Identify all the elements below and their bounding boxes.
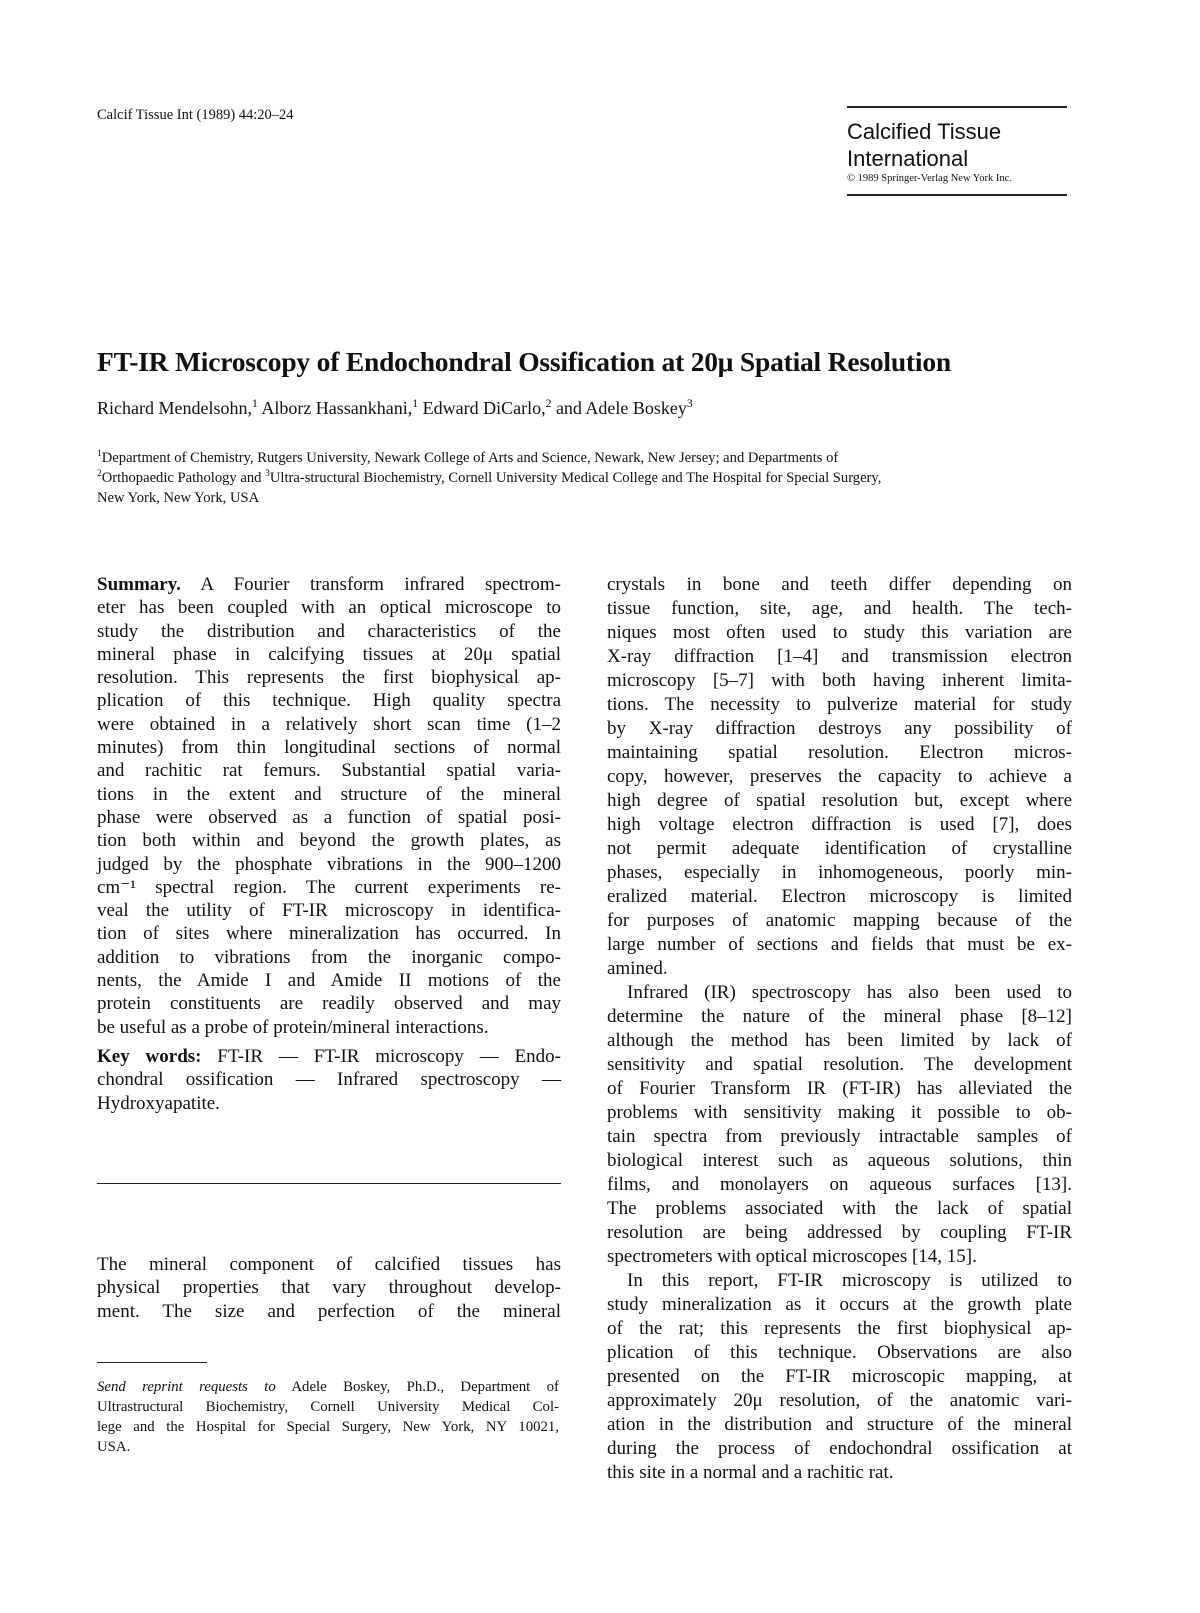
keywords-line: chondral ossification — Infrared spectroscopy — (97, 1069, 561, 1091)
header-rule-top (847, 106, 1067, 108)
body-line: maintaining spatial resolution. Electron micros- (607, 742, 1072, 763)
keywords-body (97, 1068, 561, 1115)
affiliation-text: Orthopaedic Pathology and (101, 470, 266, 486)
affil-mark: 3 (265, 469, 270, 480)
footnote-line: Ultrastructural Biochemistry, Cornell University Medical Col- (97, 1399, 559, 1415)
body-line: tions. The necessity to pulverize material for study (607, 694, 1072, 715)
body-line: high degree of spatial resolution but, except where (607, 790, 1072, 811)
keywords-text: FT-IR — FT-IR microscopy — Endo- (201, 1046, 562, 1067)
summary-line: phase were observed as a function of spatial posi- (97, 806, 561, 828)
body-line: films, and monolayers on aqueous surfaces [13]. (607, 1174, 1072, 1195)
body-line: eralized material. Electron microscopy is limited (607, 886, 1072, 907)
author-list (97, 398, 693, 419)
summary-line: mineral phase in calcifying tissues at 20μ spatial (97, 643, 561, 665)
body-line: Infrared (IR) spectroscopy has also been used to (627, 982, 1072, 1003)
body-line: resolution are being addressed by coupling FT-IR (607, 1222, 1072, 1243)
summary-line: judged by the phosphate vibrations in the 900–1200 (97, 853, 561, 875)
right-column (607, 573, 1072, 1485)
paragraph (607, 573, 1072, 981)
body-line: The problems associated with the lack of spatial (607, 1198, 1072, 1219)
paragraph (607, 1269, 1072, 1485)
keywords-label: Key words: (97, 1046, 202, 1067)
affil-mark: 2 (97, 469, 102, 480)
journal-reference: Calcif Tissue Int (1989) 44:20–24 (97, 107, 294, 123)
keywords-line (97, 1045, 561, 1068)
affiliations (97, 448, 1082, 508)
body-line: study mineralization as it occurs at the growth plate (607, 1294, 1072, 1315)
author-affil-mark: 1 (251, 397, 258, 410)
summary (97, 573, 561, 1039)
summary-line: were obtained in a relatively short scan time (1–2 (97, 713, 561, 735)
footnote-label: Send reprint requests to (97, 1379, 276, 1395)
footnote-body (97, 1397, 559, 1457)
body-line: this site in a normal and a rachitic rat. (607, 1462, 894, 1483)
body-line: approximately 20μ resolution, of the anatomic vari- (607, 1390, 1072, 1411)
body-line: large number of sections and fields that must be ex- (607, 934, 1072, 955)
summary-line: tion of sites where mineralization has occurred. In (97, 923, 561, 945)
body-line: In this report, FT-IR microscopy is utilized to (627, 1270, 1072, 1291)
summary-line: tion both within and beyond the growth plates, as (97, 830, 561, 852)
body-line: ment. The size and perfection of the mineral (97, 1300, 561, 1322)
author-name: Alborz Hassankhani, (257, 398, 413, 418)
body-line: plication of this technique. Observations are also (607, 1342, 1072, 1363)
body-line: spectrometers with optical microscopes [14, 15]. (607, 1246, 977, 1267)
body-line: phases, especially in inhomogeneous, poorly min- (607, 862, 1072, 883)
footnote-line (97, 1377, 559, 1397)
body-line: tissue function, site, age, and health. The tech- (607, 598, 1072, 619)
body-line: sensitivity and spatial resolution. The development (607, 1054, 1072, 1075)
body-line: presented on the FT-IR microscopic mapping, at (607, 1366, 1072, 1387)
body-line: ation in the distribution and structure of the mineral (607, 1414, 1072, 1435)
body-line: during the process of endochondral ossification at (607, 1438, 1072, 1459)
summary-line: addition to vibrations from the inorganic compo- (97, 946, 561, 968)
author-affil-mark: 1 (412, 397, 419, 410)
body-line: crystals in bone and teeth differ depending on (607, 574, 1072, 595)
author-name: Edward DiCarlo, (418, 398, 546, 418)
body-line: problems with sensitivity making it possible to ob- (607, 1102, 1072, 1123)
summary-line: cm⁻¹ spectral region. The current experiments re- (97, 876, 561, 898)
author-name: and Adele Boskey (551, 398, 687, 418)
affil-mark: 1 (97, 449, 102, 460)
body-line: biological interest such as aqueous solutions, thin (607, 1150, 1072, 1171)
footnote-line: USA. (97, 1439, 131, 1455)
header-rule-bottom (847, 194, 1067, 196)
keywords (97, 1045, 561, 1115)
body-line: not permit adequate identification of crystalline (607, 838, 1072, 859)
summary-line: minutes) from thin longitudinal sections of normal (97, 737, 561, 759)
footnote (97, 1377, 559, 1457)
body-line: copy, however, preserves the capacity to achieve a (607, 766, 1072, 787)
affiliation-text: Ultra-structural Biochemistry, Cornell University Medical College and The Hospital for Special Surgery, (269, 470, 882, 486)
intro-left-column (97, 1253, 561, 1323)
summary-line (97, 573, 561, 596)
journal-name-line1: Calcified Tissue (847, 119, 1002, 144)
summary-line: protein constituents are readily observed and may (97, 993, 561, 1015)
summary-line: plication of this technique. High quality spectra (97, 690, 561, 712)
body-line: by X-ray diffraction destroys any possibility of (607, 718, 1072, 739)
body-line: for purposes of anatomic mapping because of the (607, 910, 1072, 931)
body-line: high voltage electron diffraction is used [7], does (607, 814, 1072, 835)
footnote-divider (97, 1362, 207, 1363)
body-line: of the rat; this represents the first biophysical ap- (607, 1318, 1072, 1339)
paragraph (607, 981, 1072, 1269)
body-line: determine the nature of the mineral phase [8–12] (607, 1006, 1072, 1027)
summary-line: and rachitic rat femurs. Substantial spatial varia- (97, 760, 561, 782)
body-line: The mineral component of calcified tissues has (97, 1254, 561, 1275)
body-line: microscopy [5–7] with both having inherent limita- (607, 670, 1072, 691)
summary-line: resolution. This represents the first biophysical ap- (97, 667, 561, 689)
footnote-line: lege and the Hospital for Special Surgery, New York, NY 10021, (97, 1419, 559, 1435)
section-divider (97, 1183, 561, 1184)
journal-name (847, 118, 1001, 172)
body-line: tain spectra from previously intractable samples of (607, 1126, 1072, 1147)
keywords-line: Hydroxyapatite. (97, 1092, 220, 1114)
summary-text: A Fourier transform infrared spectrom- (180, 574, 561, 595)
summary-line: eter has been coupled with an optical microscope to (97, 597, 561, 619)
summary-line: nents, the Amide I and Amide II motions of the (97, 970, 561, 992)
paper-title: FT-IR Microscopy of Endochondral Ossification at 20μ Spatial Resolution (97, 346, 951, 377)
affiliation-text: Department of Chemistry, Rutgers University, Newark College of Arts and Science, Newark, New Jersey; and Departments of (101, 450, 839, 466)
author-name: Richard Mendelsohn, (97, 398, 252, 418)
copyright: © 1989 Springer-Verlag New York Inc. (847, 173, 1012, 184)
body-line: amined. (607, 958, 668, 979)
body-line: niques most often used to study this variation are (607, 622, 1072, 643)
summary-body (97, 596, 561, 1039)
body-line: of Fourier Transform IR (FT-IR) has alleviated the (607, 1078, 1072, 1099)
author-affil-mark: 2 (545, 397, 552, 410)
body-line: X-ray diffraction [1–4] and transmission electron (607, 646, 1072, 667)
affiliation-text: New York, New York, USA (97, 490, 260, 506)
body-line: although the method has been limited by lack of (607, 1030, 1072, 1051)
summary-line: tions in the extent and structure of the mineral (97, 783, 561, 805)
body-line: physical properties that vary throughout develop- (97, 1277, 561, 1299)
footnote-text: Adele Boskey, Ph.D., Department of (275, 1379, 559, 1395)
summary-line: study the distribution and characteristics of the (97, 620, 561, 642)
summary-line: veal the utility of FT-IR microscopy in identifica- (97, 900, 561, 922)
summary-label: Summary. (97, 574, 181, 595)
journal-name-line2: International (847, 146, 969, 171)
summary-line: be useful as a probe of protein/mineral interactions. (97, 1016, 489, 1038)
author-affil-mark: 3 (686, 397, 693, 410)
